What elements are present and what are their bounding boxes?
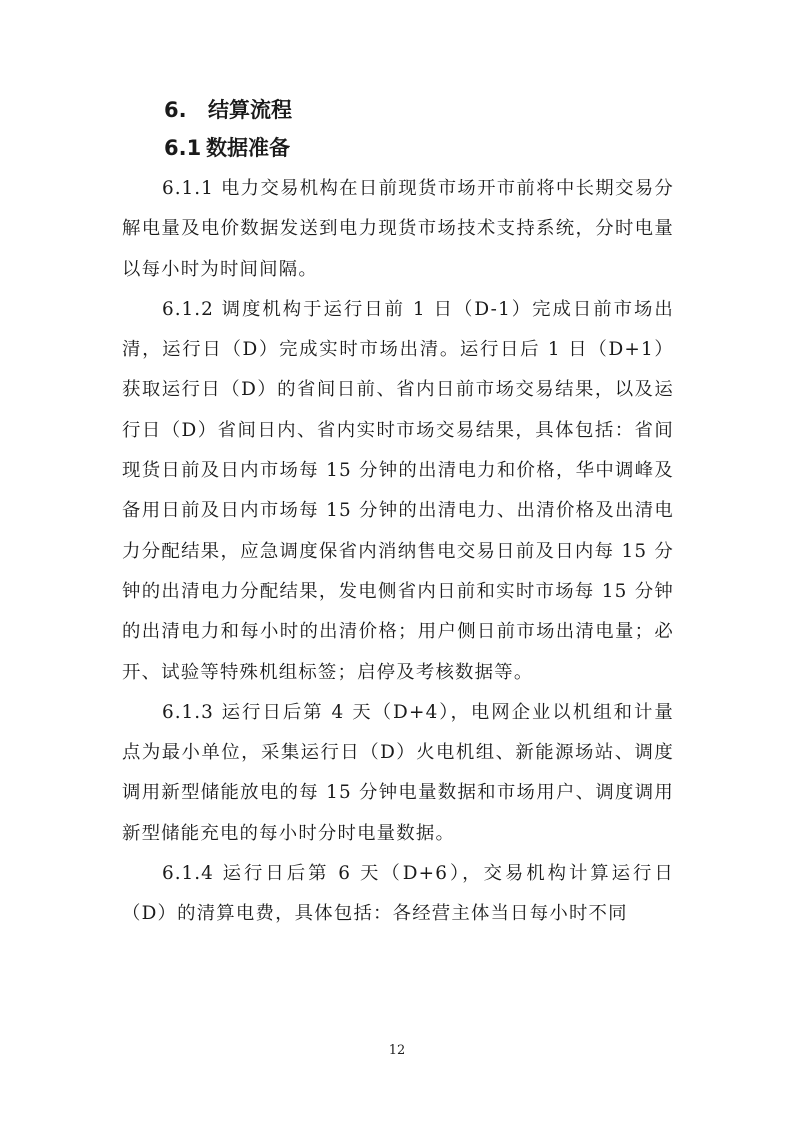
paragraph-text: 运行日后第 4 天（D+4），电网企业以机组和计量点为最小单位，采集运行日（D）火电机组、新能源场站、调度调用新型储能放电的每 15 分钟电量数据和市场用户、调度调用新型储能充电的每小时分时电量数据。 (122, 701, 674, 844)
paragraph-text: 调度机构于运行日前 1 日（D-1）完成日前市场出清，运行日（D）完成实时市场出清。运行日后 1 日（D+1）获取运行日（D）的省间日前、省内日前市场交易结果，以及运行日（D）省间日内、省内实时市场交易结果，具体包括：省间现货日前及日内市场每 15 分钟的出清电力和价格，华中调峰及备用日前及日内市场每 15 分钟的出清电力、出清价格及出清电力分配结果，应急调度保省内消纳售电交易日前及日内每 15 分钟的出清电力分配结果，发电侧省内日前和实时市场每 15 分钟的出清电力和每小时的出清价格；用户侧日前市场出清电量；必开、试验等特殊机组标签；启停及考核数据等。 (122, 298, 675, 683)
paragraph-number: 6.1.3 (162, 701, 214, 723)
paragraph-6-1-3 (122, 693, 674, 854)
paragraph-number: 6.1.2 (162, 298, 214, 320)
subsection-heading (122, 130, 674, 166)
section-heading (122, 92, 674, 128)
paragraph-text: 电力交易机构在日前现货市场开市前将中长期交易分解电量及电价数据发送到电力现货市场技术支持系统，分时电量以每小时为时间间隔。 (122, 178, 675, 280)
section-title: 结算流程 (208, 98, 292, 122)
page-number: 12 (388, 1043, 406, 1058)
section-number: 6. (164, 98, 187, 122)
paragraph-text: 运行日后第 6 天（D+6），交易机构计算运行日（D）的清算电费，具体包括：各经营主体当日每小时不同 (122, 863, 674, 925)
page-content (122, 92, 674, 935)
paragraph-6-1-2 (122, 290, 674, 693)
paragraph-6-1-4 (122, 854, 674, 935)
subsection-number: 6.1 (164, 136, 202, 160)
paragraph-number: 6.1.1 (162, 178, 214, 199)
paragraph-6-1-1 (122, 169, 674, 290)
subsection-title: 数据准备 (206, 136, 290, 160)
paragraph-number: 6.1.4 (162, 863, 214, 885)
